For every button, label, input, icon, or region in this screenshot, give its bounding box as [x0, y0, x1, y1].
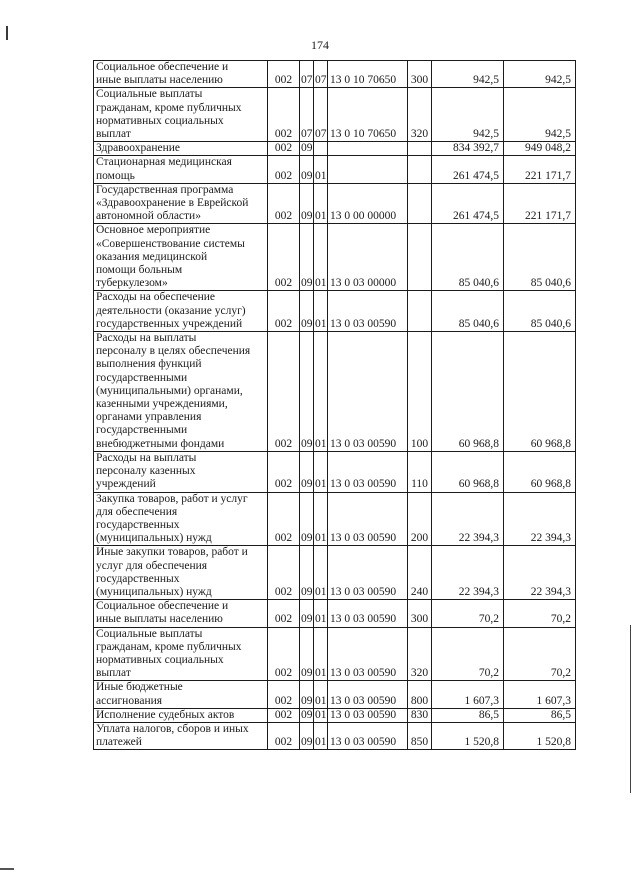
amount-year-1: 1 607,3: [432, 681, 504, 708]
amount-year-1: 261 474,5: [432, 156, 504, 183]
target-article-code: 13 0 03 00590: [328, 546, 408, 600]
target-article-code: 13 0 03 00590: [328, 291, 408, 332]
section-code: 09: [300, 722, 314, 749]
line-item-name: Государственная программа «Здравоохранение в Еврейской автономной области»: [94, 183, 268, 224]
table-row: [94, 61, 576, 88]
expense-type-code: 850: [408, 722, 432, 749]
amount-year-1: 1 520,8: [432, 722, 504, 749]
expense-type-code: 300: [408, 600, 432, 627]
table-row: [94, 451, 576, 492]
table-row: [94, 183, 576, 224]
section-code: 09: [300, 332, 314, 452]
amount-year-1: 70,2: [432, 600, 504, 627]
subsection-code: 01: [314, 600, 328, 627]
amount-year-2: 22 394,3: [504, 492, 576, 546]
expense-type-code: 100: [408, 332, 432, 452]
amount-year-1: 942,5: [432, 88, 504, 142]
subsection-code: 01: [314, 183, 328, 224]
subsection-code: 01: [314, 627, 328, 681]
table-row: [94, 722, 576, 749]
line-item-name: Стационарная медицинская помощь: [94, 156, 268, 183]
expense-type-code: 240: [408, 546, 432, 600]
subsection-code: 01: [314, 451, 328, 492]
expense-type-code: 800: [408, 681, 432, 708]
subsection-code: [314, 142, 328, 156]
admin-code: 002: [268, 291, 300, 332]
amount-year-2: 70,2: [504, 600, 576, 627]
admin-code: 002: [268, 224, 300, 291]
amount-year-2: 221 171,7: [504, 183, 576, 224]
admin-code: 002: [268, 183, 300, 224]
admin-code: 002: [268, 627, 300, 681]
line-item-name: Здравоохранение: [94, 142, 268, 156]
margin-rule: [630, 625, 631, 793]
expense-type-code: [408, 156, 432, 183]
admin-code: 002: [268, 61, 300, 88]
amount-year-1: 85 040,6: [432, 291, 504, 332]
subsection-code: 01: [314, 681, 328, 708]
corner-mark: [0, 868, 14, 870]
table-row: [94, 224, 576, 291]
line-item-name: Основное мероприятие «Совершенствование системы оказания медицинской помощи больным туберкулезом»: [94, 224, 268, 291]
amount-year-2: 60 968,8: [504, 451, 576, 492]
target-article-code: 13 0 03 00000: [328, 224, 408, 291]
admin-code: 002: [268, 722, 300, 749]
line-item-name: Закупка товаров, работ и услуг для обеспечения государственных (муниципальных) нужд: [94, 492, 268, 546]
admin-code: 002: [268, 156, 300, 183]
subsection-code: 01: [314, 224, 328, 291]
admin-code: 002: [268, 600, 300, 627]
expense-type-code: 110: [408, 451, 432, 492]
line-item-name: Социальное обеспечение и иные выплаты населению: [94, 600, 268, 627]
amount-year-1: 60 968,8: [432, 332, 504, 452]
table-row: [94, 291, 576, 332]
section-code: 09: [300, 156, 314, 183]
admin-code: 002: [268, 546, 300, 600]
line-item-name: Социальные выплаты гражданам, кроме публичных нормативных социальных выплат: [94, 627, 268, 681]
section-code: 09: [300, 627, 314, 681]
amount-year-2: 221 171,7: [504, 156, 576, 183]
amount-year-1: 85 040,6: [432, 224, 504, 291]
section-code: 09: [300, 492, 314, 546]
target-article-code: [328, 142, 408, 156]
line-item-name: Социальное обеспечение и иные выплаты населению: [94, 61, 268, 88]
section-code: 09: [301, 142, 313, 155]
table-row: [94, 708, 576, 722]
subsection-code: 01: [314, 546, 328, 600]
expense-type-code: 300: [408, 61, 432, 88]
table-row: [94, 627, 576, 681]
target-article-code: 13 0 03 00590: [328, 600, 408, 627]
section-code: 09: [300, 600, 314, 627]
section-code: 07: [300, 88, 314, 142]
section-code: 09: [300, 451, 314, 492]
amount-year-1: 22 394,3: [432, 492, 504, 546]
line-item-name: Расходы на выплаты персоналу казенных учреждений: [94, 451, 268, 492]
section-code: 09: [300, 183, 314, 224]
subsection-code: 01: [314, 492, 328, 546]
target-article-code: 13 0 03 00590: [328, 722, 408, 749]
amount-year-2: 86,5: [504, 708, 576, 722]
target-article-code: [328, 156, 408, 183]
line-item-name: Исполнение судебных актов: [94, 708, 268, 722]
expense-type-code: [408, 142, 432, 156]
target-article-code: 13 0 03 00590: [328, 681, 408, 708]
expense-type-code: 320: [408, 88, 432, 142]
admin-code: 002: [268, 142, 300, 156]
subsection-code: 01: [314, 722, 328, 749]
admin-code: 002: [268, 681, 300, 708]
table-row: [94, 88, 576, 142]
expense-type-code: 320: [408, 627, 432, 681]
table-row: [94, 681, 576, 708]
table-row: [94, 600, 576, 627]
section-code: 09: [300, 291, 314, 332]
target-article-code: 13 0 10 70650: [328, 61, 408, 88]
amount-year-2: 85 040,6: [504, 224, 576, 291]
section-code: 09: [300, 224, 314, 291]
table-row: [94, 332, 576, 452]
amount-year-2: 60 968,8: [504, 332, 576, 452]
table-row: [94, 142, 576, 156]
expense-type-code: [408, 183, 432, 224]
target-article-code: 13 0 03 00590: [328, 708, 408, 722]
expense-type-code: [408, 224, 432, 291]
amount-year-2: 942,5: [504, 88, 576, 142]
amount-year-2: 949 048,2: [504, 142, 576, 156]
line-item-name: Расходы на обеспечение деятельности (оказание услуг) государственных учреждений: [94, 291, 268, 332]
admin-code: 002: [268, 451, 300, 492]
target-article-code: 13 0 10 70650: [328, 88, 408, 142]
target-article-code: 13 0 00 00000: [328, 183, 408, 224]
amount-year-2: 22 394,3: [504, 546, 576, 600]
subsection-code: 01: [314, 332, 328, 452]
amount-year-1: 834 392,7: [432, 142, 504, 156]
amount-year-1: 60 968,8: [432, 451, 504, 492]
amount-year-2: 85 040,6: [504, 291, 576, 332]
section-code: 07: [300, 61, 314, 88]
subsection-code: 01: [314, 291, 328, 332]
section-code: 09: [300, 546, 314, 600]
budget-table: [93, 60, 576, 750]
amount-year-2: 1 607,3: [504, 681, 576, 708]
expense-type-code: [408, 291, 432, 332]
amount-year-1: 942,5: [432, 61, 504, 88]
amount-year-1: 261 474,5: [432, 183, 504, 224]
admin-code: 002: [268, 332, 300, 452]
amount-year-1: 86,5: [432, 708, 504, 722]
amount-year-2: 70,2: [504, 627, 576, 681]
target-article-code: 13 0 03 00590: [328, 627, 408, 681]
table-body: [94, 61, 576, 750]
section-code: 09: [301, 708, 313, 721]
amount-year-1: 22 394,3: [432, 546, 504, 600]
table-row: [94, 492, 576, 546]
subsection-code: 01: [314, 156, 328, 183]
line-item-name: Уплата налогов, сборов и иных платежей: [94, 722, 268, 749]
line-item-name: Иные бюджетные ассигнования: [94, 681, 268, 708]
subsection-code: 07: [314, 88, 328, 142]
subsection-code: 01: [315, 708, 327, 721]
target-article-code: 13 0 03 00590: [328, 451, 408, 492]
expense-type-code: 200: [408, 492, 432, 546]
table-row: [94, 546, 576, 600]
target-article-code: 13 0 03 00590: [328, 332, 408, 452]
page-number: 174: [311, 38, 329, 52]
section-code: 09: [300, 681, 314, 708]
admin-code: 002: [268, 88, 300, 142]
line-item-name: Социальные выплаты гражданам, кроме публичных нормативных социальных выплат: [94, 88, 268, 142]
amount-year-2: 1 520,8: [504, 722, 576, 749]
table-row: [94, 156, 576, 183]
target-article-code: 13 0 03 00590: [328, 492, 408, 546]
expense-type-code: 830: [408, 708, 432, 722]
admin-code: 002: [268, 708, 300, 722]
amount-year-1: 70,2: [432, 627, 504, 681]
subsection-code: 07: [314, 61, 328, 88]
line-item-name: Иные закупки товаров, работ и услуг для обеспечения государственных (муниципальных) нужд: [94, 546, 268, 600]
admin-code: 002: [268, 492, 300, 546]
line-item-name: Расходы на выплаты персоналу в целях обеспечения выполнения функций государственными (муниципальными) органами, казенными учреждениями, органами управления государственными внебюджетными фондами: [94, 332, 268, 452]
amount-year-2: 942,5: [504, 61, 576, 88]
